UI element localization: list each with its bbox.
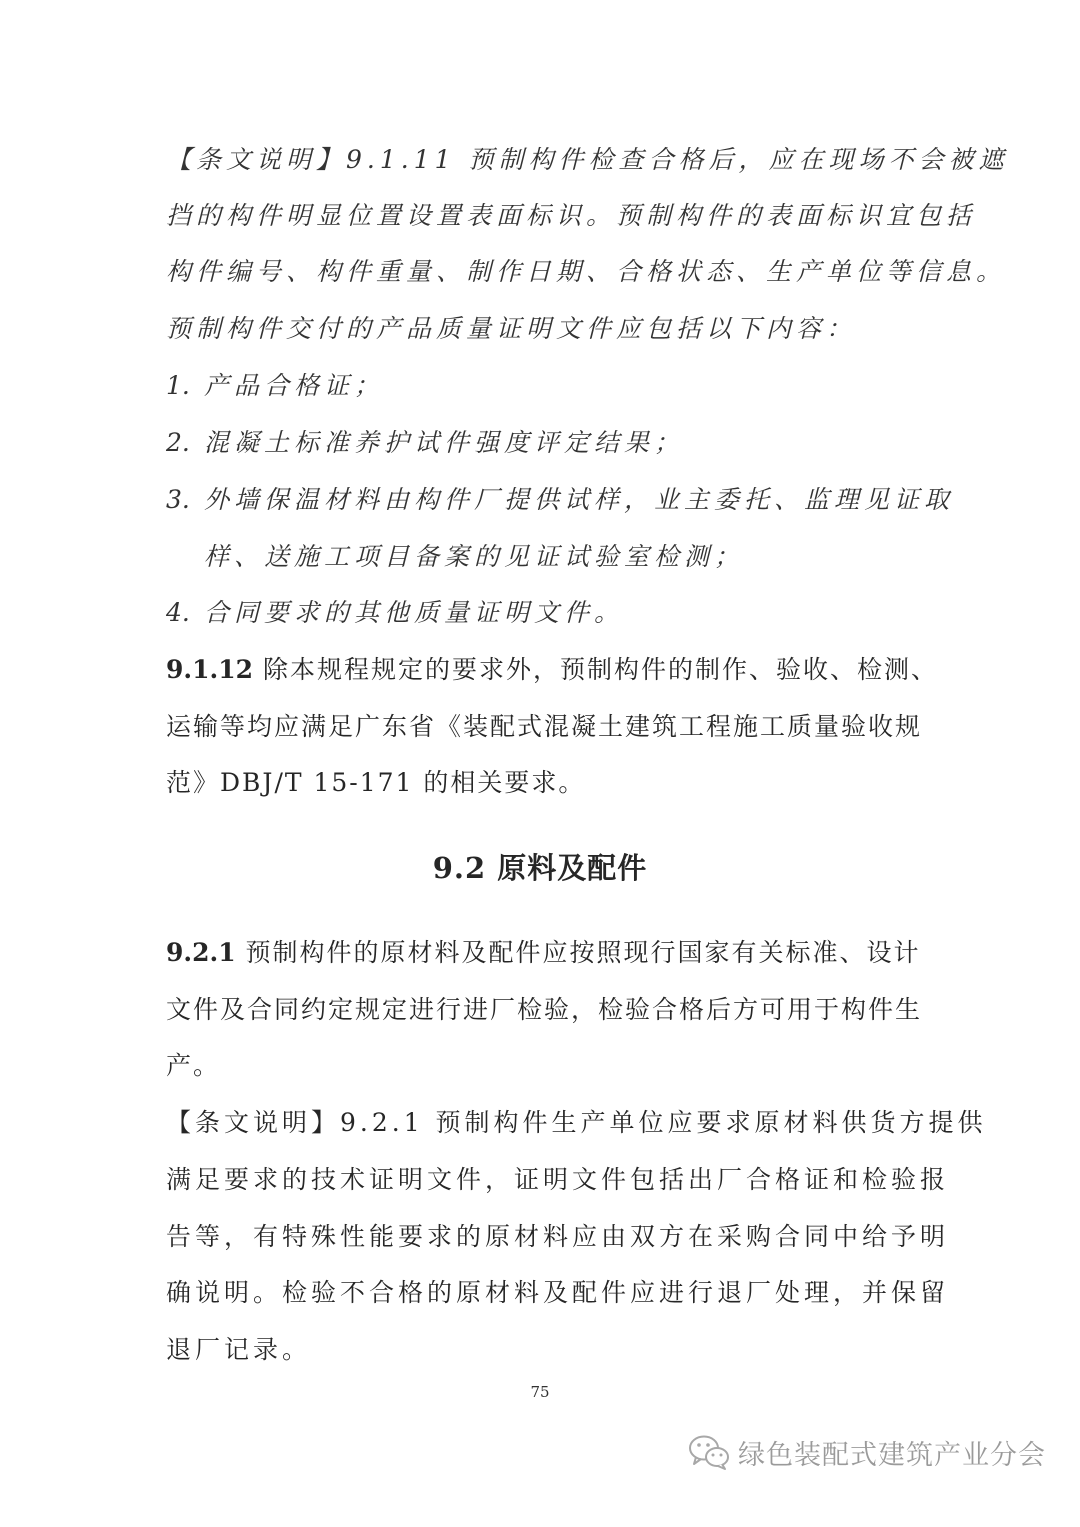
watermark bbox=[688, 1432, 1046, 1472]
list-item-number: 1. bbox=[166, 371, 190, 400]
note-9-2-1-line-3: 告等，有特殊性能要求的原材料应由双方在采购合同中给予明 bbox=[166, 1222, 950, 1251]
list-item-text: 混凝土标准养护试件强度评定结果； bbox=[204, 428, 685, 457]
clause-9-2-1-line-3: 产。 bbox=[166, 1051, 221, 1080]
note-9-2-1-line-4: 确说明。检验不合格的原材料及配件应进行退厂处理，并保留 bbox=[166, 1278, 950, 1307]
clause-9-2-1-line-1 bbox=[166, 937, 921, 969]
note-9-1-11-line-4: 预制构件交付的产品质量证明文件应包括以下内容： bbox=[166, 314, 857, 343]
note-9-1-11-line-2: 挡的构件明显位置设置表面标识。预制构件的表面标识宜包括 bbox=[166, 201, 977, 230]
clause-text: 预制构件的原材料及配件应按照现行国家有关标准、设计 bbox=[245, 938, 921, 967]
note-9-2-1-line-5: 退厂记录。 bbox=[166, 1335, 312, 1364]
note-9-1-11-line-3: 构件编号、构件重量、制作日期、合格状态、生产单位等信息。 bbox=[166, 257, 1007, 286]
section-heading: 9.2 原料及配件 bbox=[432, 851, 648, 885]
list-item bbox=[166, 484, 954, 516]
watermark-text: 绿色装配式建筑产业分会 bbox=[738, 1439, 1046, 1471]
clause-9-1-12-line-3: 范》DBJ/T 15-171 的相关要求。 bbox=[166, 768, 586, 797]
list-item-text: 合同要求的其他质量证明文件。 bbox=[204, 598, 625, 627]
list-item-number: 4. bbox=[166, 598, 190, 627]
clause-text: 除本规程规定的要求外，预制构件的制作、验收、检测、 bbox=[262, 655, 938, 684]
clause-number: 9.2.1 bbox=[166, 938, 236, 967]
clause-9-2-1-line-2: 文件及合同约定规定进行进厂检验，检验合格后方可用于构件生 bbox=[166, 995, 923, 1024]
clause-number: 9.1.12 bbox=[166, 655, 253, 684]
list-item-text: 外墙保温材料由构件厂提供试样，业主委托、监理见证取 bbox=[204, 485, 955, 514]
list-item bbox=[166, 597, 624, 629]
list-item-continuation: 样、送施工项目备案的见证试验室检测； bbox=[204, 542, 745, 571]
list-item bbox=[166, 427, 684, 459]
list-item-text: 产品合格证； bbox=[204, 371, 385, 400]
clause-9-1-12-line-2: 运输等均应满足广东省《装配式混凝土建筑工程施工质量验收规 bbox=[166, 712, 923, 741]
note-9-1-11-line-1: 【条文说明】9.1.11 预制构件检查合格后，应在现场不会被遮 bbox=[166, 145, 1009, 174]
list-item-number: 2. bbox=[166, 428, 190, 457]
clause-9-1-12-line-1 bbox=[166, 654, 938, 686]
list-item-number: 3. bbox=[166, 485, 190, 514]
note-9-2-1-line-2: 满足要求的技术证明文件，证明文件包括出厂合格证和检验报 bbox=[166, 1165, 950, 1194]
list-item bbox=[166, 370, 384, 402]
page-number: 75 bbox=[530, 1383, 550, 1401]
wechat-icon bbox=[688, 1433, 730, 1471]
note-9-2-1-line-1: 【条文说明】9.2.1 预制构件生产单位应要求原材料供货方提供 bbox=[166, 1108, 987, 1137]
